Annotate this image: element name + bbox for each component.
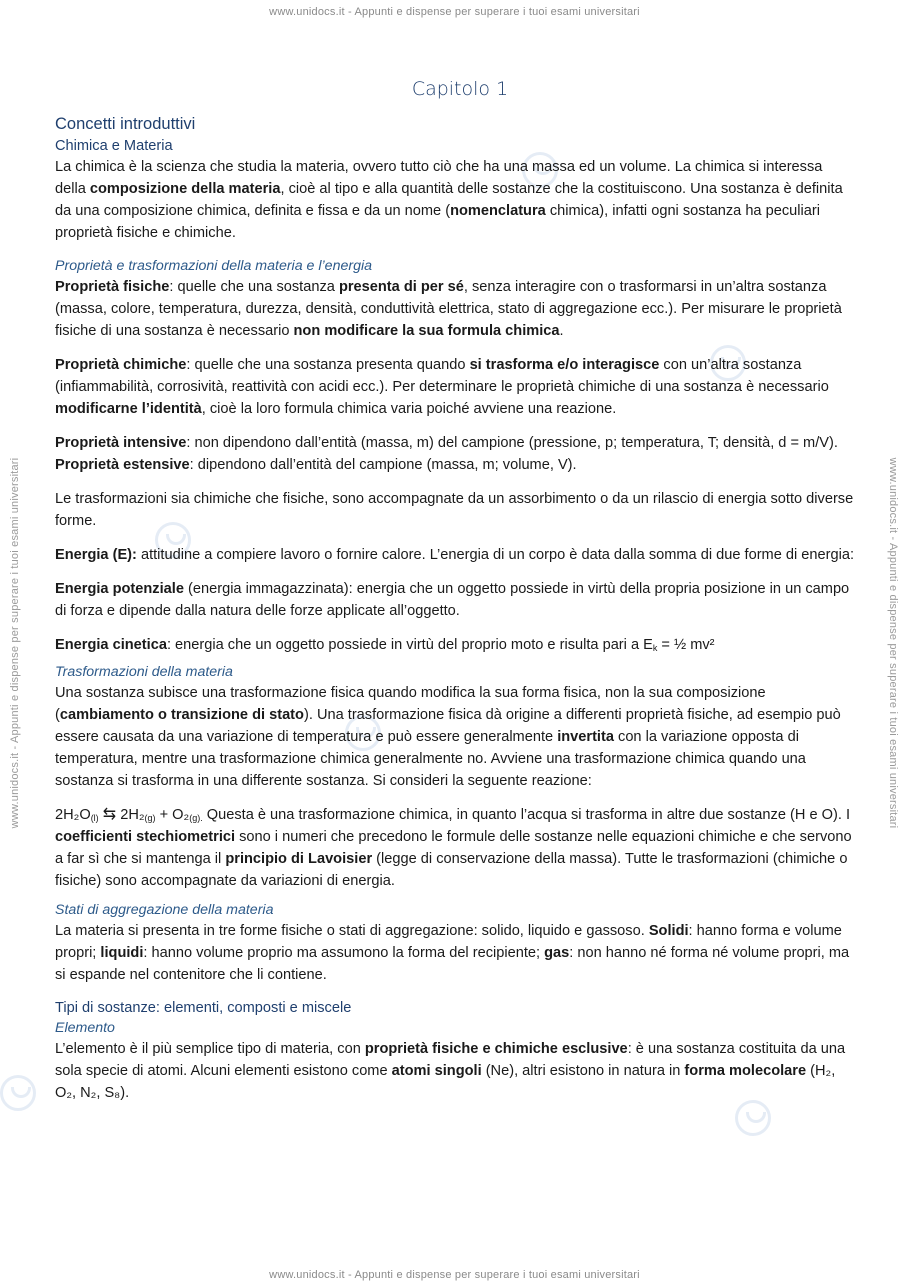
watermark-logo-icon (0, 1075, 36, 1111)
paragraph-intro: La chimica è la scienza che studia la materia, ovvero tutto ciò che ha una massa ed un volume. La chimica si interessa della composizione della materia, cioè al tipo e alla quantità delle sostanze che la costituiscono. Una sostanza è definita da una composizione chimica, definita e fissa e da un nome (nomenclatura chimica), infatti ogni sostanza ha peculiari proprietà fisiche e chimiche. (55, 159, 843, 241)
paragraph-energia: Energia (E): attitudine a compiere lavoro o fornire calore. L’energia di un corpo è data dalla somma di due forme di energia: (55, 547, 855, 563)
watermark-side-right: www.unidocs.it - Appunti e dispense per superare i tuoi esami universitari (887, 457, 899, 829)
equilibrium-arrow-icon: ⇆ (102, 806, 117, 823)
watermark-footer: www.unidocs.it - Appunti e dispense per superare i tuoi esami universitari (269, 1269, 640, 1281)
watermark-header: www.unidocs.it - Appunti e dispense per superare i tuoi esami universitari (269, 6, 640, 18)
paragraph-proprieta-chimiche: Proprietà chimiche: quelle che una sostanza presenta quando si trasforma e/o interagisce con un’altra sostanza (infiammabilità, corrosività, reattività con acidi ecc.). Per determinare le proprietà chimiche di una sostanza è necessario modificarne l’identità, cioè la loro formula chimica varia poiché avviene una reazione. (55, 357, 829, 417)
heading-trasformazioni: Trasformazioni della materia (55, 664, 233, 680)
reaction-reactant: 2H₂O (55, 807, 91, 823)
paragraph-energia-cinetica: Energia cinetica: energia che un oggetto possiede in virtù del proprio moto e risulta pari a $E_k$ = ½ mv² (55, 637, 715, 653)
heading-stati: Stati di aggregazione della materia (55, 902, 274, 918)
chapter-title: Capitolo 1 (411, 78, 509, 100)
paragraph-proprieta-fisiche: Proprietà fisiche: quelle che una sostanza presenta di per sé, senza interagire con o trasformarsi in un’altra sostanza (massa, colore, temperatura, durezza, densità, conduttività elettrica, stato di aggregazione ecc.). Per misurare le proprietà fisiche di una sostanza è necessario non modificare la sua formula chimica. (55, 279, 842, 339)
watermark-side-left: www.unidocs.it - Appunti e dispense per superare i tuoi esami universitari (9, 457, 21, 829)
heading-proprieta: Proprietà e trasformazioni della materia e l’energia (55, 258, 373, 274)
paragraph-proprieta-estensive: Proprietà estensive: dipendono dall’entità del campione (massa, m; volume, V). (55, 457, 577, 473)
section-title: Concetti introduttivi (55, 115, 196, 133)
paragraph-trasformazioni-energia: Le trasformazioni sia chimiche che fisiche, sono accompagnate da un assorbimento o da un rilascio di energia sotto diverse forme. (55, 491, 854, 529)
paragraph-reazione: $2H_2O_{(l)}$ ⇆ $2H_2_{(g)} + O_2_{(g).}$ Questa è una trasformazione chimica, in quanto l’acqua si trasforma in altre due sostanze (H e O). I coefficienti stechiometrici sono i numeri che precedono le formule delle sostanze nelle equazioni chimiche e che servono a far sì che si mantenga il principio di Lavoisier (legge di conservazione della massa). Tutte le trasformazioni (chimiche o fisiche) sono accompagnate da variazioni di energia. (55, 806, 852, 889)
paragraph-proprieta-intensive: Proprietà intensive: non dipendono dall’entità (massa, m) del campione (pressione, p; temperatura, T; densità, d = m/V). (55, 435, 838, 451)
paragraph-elemento: L’elemento è il più semplice tipo di materia, con proprietà fisiche e chimiche esclusive: è una sostanza costituita da una sola specie di atomi. Alcuni elementi esistono come atomi singoli (Ne), altri esistono in natura in forma molecolare (H₂, O₂, N₂, S₈). (55, 1041, 846, 1101)
paragraph-trasformazioni: Una sostanza subisce una trasformazione fisica quando modifica la sua forma fisica, non la sua composizione (cambiamento o transizione di stato). Una trasformazione fisica dà origine a differenti proprietà fisiche, ad esempio può essere causata da una variazione di temperatura e può essere generalmente invertita con la variazione opposta di temperatura, mentre una trasformazione chimica generalmente no. Avviene una trasformazione chimica quando una sostanza si trasforma in una differente sostanza. Si consideri la seguente reazione: (55, 685, 841, 789)
paragraph-stati: La materia si presenta in tre forme fisiche o stati di aggregazione: solido, liquido e gassoso. Solidi: hanno forma e volume propri; liquidi: hanno volume proprio ma assumono la forma del recipiente; gas: non hanno né forma né volume propri, ma si espande nel contenitore che li contiene. (55, 923, 850, 983)
document-page (55, 74, 857, 1116)
subsection-tipi: Tipi di sostanze: elementi, composti e miscele (55, 1000, 352, 1016)
heading-elemento: Elemento (55, 1020, 115, 1036)
paragraph-energia-potenziale: Energia potenziale (energia immagazzinata): energia che un oggetto possiede in virtù della propria posizione in un campo di forza e dipende dalla natura delle forze applicate all’oggetto. (55, 581, 850, 619)
subsection-title: Chimica e Materia (55, 138, 173, 154)
